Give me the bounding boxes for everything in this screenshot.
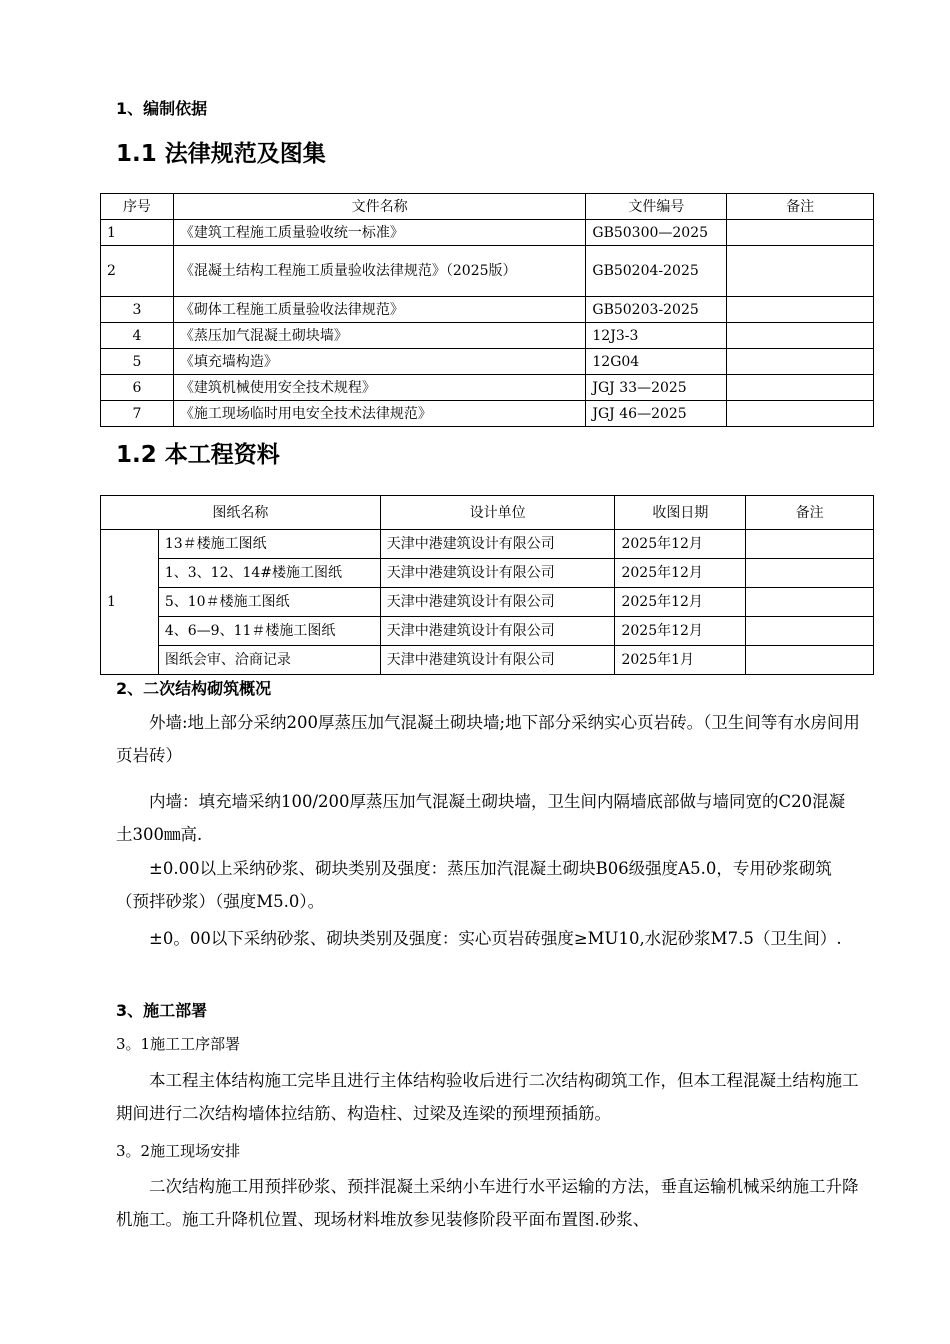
header-doc-code: 文件编号 bbox=[586, 194, 727, 220]
cell-design-unit: 天津中港建筑设计有限公司 bbox=[380, 530, 615, 559]
section-1-heading: 1、编制依据 bbox=[116, 99, 208, 118]
cell-remark bbox=[746, 559, 874, 588]
cell-doc-code: GB50203-2025 bbox=[586, 297, 727, 323]
cell-doc-code: GB50204-2025 bbox=[586, 246, 727, 297]
section-3-2-heading: 3。2施工现场安排 bbox=[116, 1142, 241, 1160]
cell-design-unit: 天津中港建筑设计有限公司 bbox=[380, 559, 615, 588]
cell-remark bbox=[727, 220, 874, 246]
cell-remark bbox=[727, 323, 874, 349]
cell-doc-code: 12G04 bbox=[586, 349, 727, 375]
cell-remark bbox=[727, 401, 874, 427]
cell-no: 2 bbox=[101, 246, 174, 297]
table-header-row bbox=[101, 496, 874, 530]
table-row bbox=[101, 246, 874, 297]
cell-doc-code: JGJ 33—2025 bbox=[586, 375, 727, 401]
cell-doc-name: 《建筑工程施工质量验收统一标准》 bbox=[173, 220, 586, 246]
cell-receive-date: 2025年1月 bbox=[615, 646, 746, 675]
cell-no: 7 bbox=[101, 401, 174, 427]
table-row bbox=[101, 559, 874, 588]
cell-no: 6 bbox=[101, 375, 174, 401]
table-header-row bbox=[101, 194, 874, 220]
cell-drawing-name: 13＃楼施工图纸 bbox=[158, 530, 380, 559]
section-1-2-heading: 1.2 本工程资料 bbox=[116, 442, 280, 468]
section-1-1-heading: 1.1 法律规范及图集 bbox=[116, 141, 326, 167]
cell-doc-name: 《蒸压加气混凝土砌块墙》 bbox=[173, 323, 586, 349]
cell-receive-date: 2025年12月 bbox=[615, 588, 746, 617]
cell-remark bbox=[746, 646, 874, 675]
cell-remark bbox=[727, 375, 874, 401]
cell-receive-date: 2025年12月 bbox=[615, 617, 746, 646]
standards-table bbox=[100, 193, 874, 427]
table-row bbox=[101, 646, 874, 675]
header-receive-date: 收图日期 bbox=[615, 496, 746, 530]
cell-no: 1 bbox=[101, 220, 174, 246]
section-3-1-paragraph: 本工程主体结构施工完毕且进行主体结构验收后进行二次结构砌筑工作，但本工程混凝土结构施工期间进行二次结构墙体拉结筋、构造柱、过梁及连梁的预埋预插筋。 bbox=[116, 1071, 859, 1123]
cell-doc-code: 12J3-3 bbox=[586, 323, 727, 349]
cell-receive-date: 2025年12月 bbox=[615, 530, 746, 559]
section-3-1-heading: 3。1施工工序部署 bbox=[116, 1035, 241, 1053]
table-row bbox=[101, 530, 874, 559]
table-row bbox=[101, 588, 874, 617]
cell-design-unit: 天津中港建筑设计有限公司 bbox=[380, 617, 615, 646]
cell-no: 3 bbox=[101, 297, 174, 323]
below-grade-materials-paragraph: ±0。00以下采纳砂浆、砌块类别及强度：实心页岩砖强度≥MU10,水泥砂浆M7.5（卫生间）. bbox=[149, 929, 842, 948]
section-3-2-paragraph: 二次结构施工用预拌砂浆、预拌混凝土采纳小车进行水平运输的方法，垂直运输机械采纳施工升降机施工。施工升降机位置、现场材料堆放参见装修阶段平面布置图.砂浆、 bbox=[116, 1177, 859, 1229]
cell-group-no: 1 bbox=[101, 530, 159, 675]
header-remark: 备注 bbox=[746, 496, 874, 530]
cell-receive-date: 2025年12月 bbox=[615, 559, 746, 588]
table-row bbox=[101, 220, 874, 246]
cell-doc-name: 《建筑机械使用安全技术规程》 bbox=[173, 375, 586, 401]
cell-drawing-name: 图纸会审、洽商记录 bbox=[158, 646, 380, 675]
drawings-table bbox=[100, 495, 874, 675]
section-3-heading: 3、施工部署 bbox=[116, 1001, 208, 1020]
cell-doc-name: 《施工现场临时用电安全技术法律规范》 bbox=[173, 401, 586, 427]
cell-no: 4 bbox=[101, 323, 174, 349]
table-row bbox=[101, 323, 874, 349]
table-row bbox=[101, 401, 874, 427]
cell-drawing-name: 5、10＃楼施工图纸 bbox=[158, 588, 380, 617]
header-no: 序号 bbox=[101, 194, 174, 220]
table-row bbox=[101, 617, 874, 646]
header-remark: 备注 bbox=[727, 194, 874, 220]
cell-drawing-name: 1、3、12、14#楼施工图纸 bbox=[158, 559, 380, 588]
table-row bbox=[101, 297, 874, 323]
cell-drawing-name: 4、6—9、11＃楼施工图纸 bbox=[158, 617, 380, 646]
cell-remark bbox=[727, 246, 874, 297]
cell-doc-code: GB50300—2025 bbox=[586, 220, 727, 246]
above-grade-materials-paragraph: ±0.00以上采纳砂浆、砌块类别及强度：蒸压加汽混凝土砌块B06级强度A5.0，专用砂浆砌筑（预拌砂浆）（强度M5.0）。 bbox=[116, 859, 832, 911]
cell-doc-name: 《砌体工程施工质量验收法律规范》 bbox=[173, 297, 586, 323]
header-drawing-name: 图纸名称 bbox=[101, 496, 381, 530]
exterior-wall-paragraph: 外墙:地上部分采纳200厚蒸压加气混凝土砌块墙;地下部分采纳实心页岩砖。（卫生间等有水房间用页岩砖） bbox=[116, 713, 860, 765]
table-row bbox=[101, 375, 874, 401]
cell-doc-name: 《填充墙构造》 bbox=[173, 349, 586, 375]
cell-no: 5 bbox=[101, 349, 174, 375]
cell-remark bbox=[727, 349, 874, 375]
section-2-heading: 2、二次结构砌筑概况 bbox=[116, 679, 272, 698]
interior-wall-paragraph: 内墙：填充墙采纳100/200厚蒸压加气混凝土砌块墙，卫生间内隔墙底部做与墙同宽的C20混凝土300㎜高. bbox=[116, 792, 846, 844]
cell-doc-code: JGJ 46—2025 bbox=[586, 401, 727, 427]
table-row bbox=[101, 349, 874, 375]
cell-remark bbox=[746, 588, 874, 617]
cell-remark bbox=[727, 297, 874, 323]
cell-design-unit: 天津中港建筑设计有限公司 bbox=[380, 588, 615, 617]
cell-design-unit: 天津中港建筑设计有限公司 bbox=[380, 646, 615, 675]
header-doc-name: 文件名称 bbox=[173, 194, 586, 220]
cell-remark bbox=[746, 530, 874, 559]
cell-remark bbox=[746, 617, 874, 646]
cell-doc-name: 《混凝土结构工程施工质量验收法律规范》（2025版） bbox=[173, 246, 586, 297]
header-design-unit: 设计单位 bbox=[380, 496, 615, 530]
